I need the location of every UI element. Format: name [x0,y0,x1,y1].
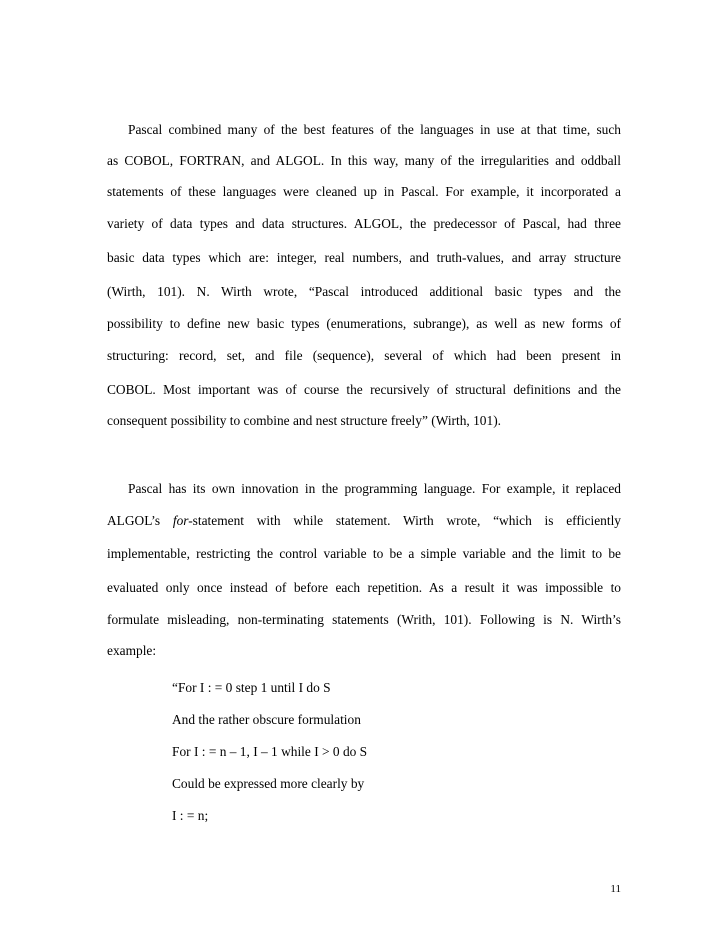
paragraph-2-line-2-post: statement with while statement. Wirth wrote, “which is efficiently [192,513,622,528]
paragraph-1-line-7: possibility to define new basic types (enumerations, subrange), as well as new forms of [107,316,621,331]
quote-line-3: For I : = n – 1, I – 1 while I > 0 do S [172,744,368,759]
paragraph-1-line-10: consequent possibility to combine and nest structure freely” (Wirth, 101). [107,413,502,428]
quote-line-1: “For I : = 0 step 1 until I do S [172,680,331,695]
paragraph-2-line-1: Pascal has its own innovation in the programming language. For example, it replaced [128,481,621,496]
paragraph-1-line-4: variety of data types and data structures. ALGOL, the predecessor of Pascal, had three [107,216,621,231]
quote-line-2: And the rather obscure formulation [172,712,361,727]
quote-line-4: Could be expressed more clearly by [172,776,365,791]
paragraph-2-line-6: example: [107,643,157,658]
paragraph-2-line-2-pre: ALGOL’s [107,513,173,528]
paragraph-2-line-2 [107,513,621,529]
paragraph-1-line-9: COBOL. Most important was of course the recursively of structural definitions and the [107,382,621,397]
paragraph-1-line-3: statements of these languages were cleaned up in Pascal. For example, it incorporated a [107,184,621,199]
quote-line-5: I : = n; [172,808,209,823]
page-number: 11 [610,883,621,895]
paragraph-1-line-8: structuring: record, set, and file (sequence), several of which had been present in [107,348,621,363]
paragraph-1-line-5: basic data types which are: integer, real numbers, and truth-values, and array structure [107,250,621,265]
paragraph-1-line-2: as COBOL, FORTRAN, and ALGOL. In this way, many of the irregularities and oddball [107,153,621,168]
paragraph-2-line-4: evaluated only once instead of before each repetition. As a result it was impossible to [107,580,621,595]
paragraph-1-line-6: (Wirth, 101). N. Wirth wrote, “Pascal introduced additional basic types and the [107,284,621,299]
for-statement-keyword: for- [172,513,193,528]
paragraph-2-line-3: implementable, restricting the control variable to be a simple variable and the limit to be [107,546,621,561]
paragraph-1-line-1: Pascal combined many of the best features of the languages in use at that time, such [128,122,621,137]
paragraph-2-line-5: formulate misleading, non-terminating statements (Writh, 101). Following is N. Wirth’s [107,612,621,627]
